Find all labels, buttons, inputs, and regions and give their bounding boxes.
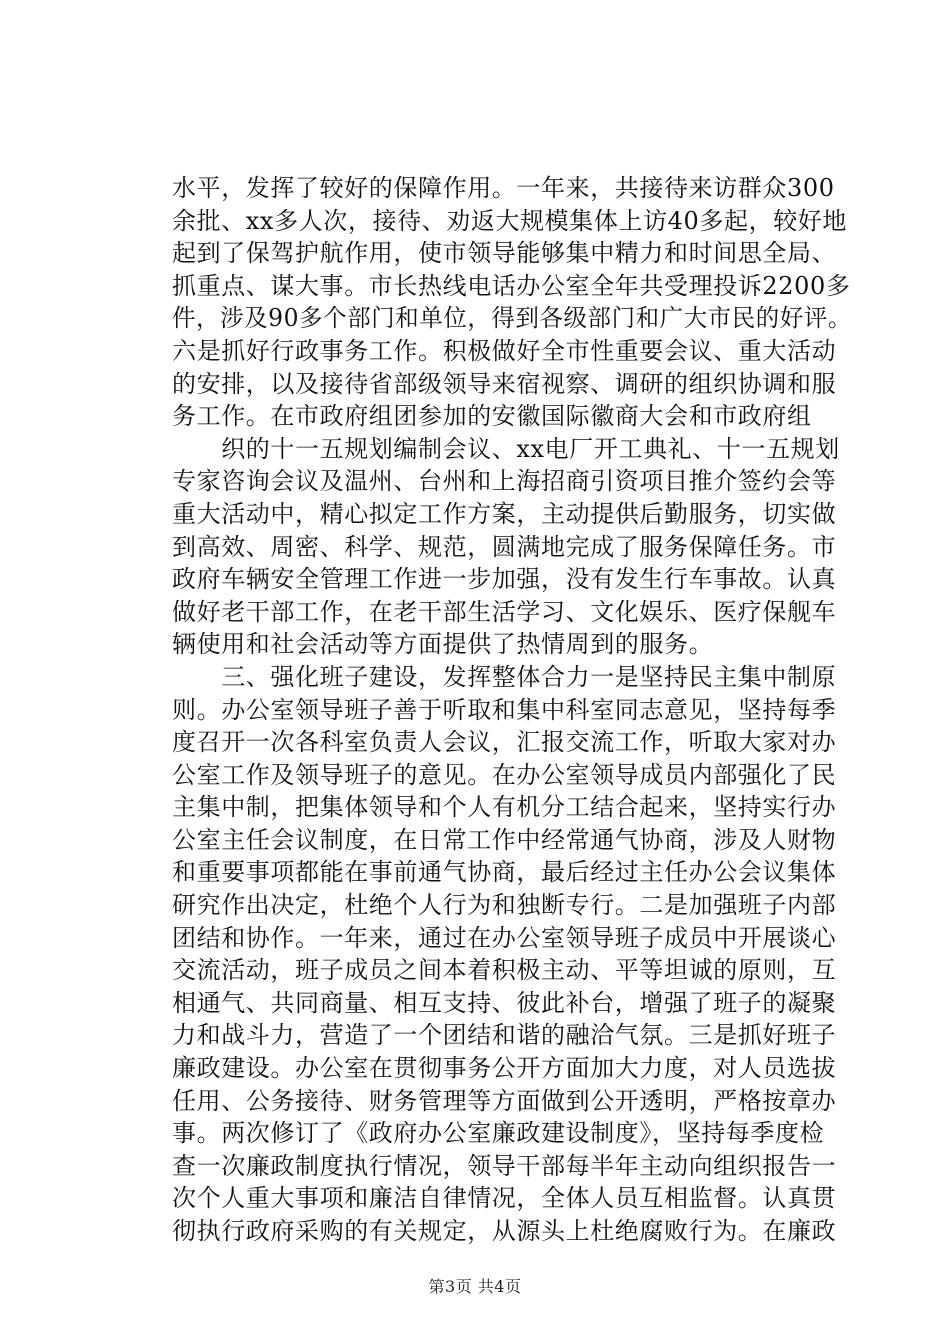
text-line: 辆使用和社会活动等方面提供了热情周到的服务。 bbox=[172, 630, 714, 659]
text-line: 团结和协作。一年来，通过在办公室领导班子成员中开展谈心 bbox=[172, 923, 837, 952]
text-line: 廉政建设。办公室在贯彻事务公开方面加大力度，对人员选拔 bbox=[172, 1054, 837, 1083]
text-line: 交流活动，班子成员之间本着积极主动、平等坦诚的原则，互 bbox=[172, 956, 837, 985]
text-line: 任用、公务接待、财务管理等方面做到公开透明，严格按章办 bbox=[172, 1086, 837, 1115]
text-line: 彻执行政府采购的有关规定，从源头上杜绝腐败行为。在廉政 bbox=[172, 1217, 837, 1245]
text-line: 次个人重大事项和廉洁自律情况，全体人员互相监督。认真贯 bbox=[172, 1184, 837, 1213]
text-line: 做好老干部工作，在老干部生活学习、文化娱乐、医疗保舰车 bbox=[172, 597, 837, 626]
text-line: 政府车辆安全管理工作进一步加强，没有发生行车事故。认真 bbox=[172, 565, 837, 594]
text-line: 公室工作及领导班子的意见。在办公室领导成员内部强化了民 bbox=[172, 760, 837, 789]
text-line: 力和战斗力，营造了一个团结和谐的融洽气氛。三是抓好班子 bbox=[172, 1021, 837, 1050]
text-line: 三、强化班子建设，发挥整体合力一是坚持民主集中制原 bbox=[172, 662, 837, 691]
text-line: 度召开一次各科室负责人会议，汇报交流工作，听取大家对办 bbox=[172, 728, 837, 757]
text-line: 重大活动中，精心拟定工作方案，主动提供后勤服务，切实做 bbox=[172, 499, 837, 528]
text-line: 查一次廉政制度执行情况，领导干部每半年主动向组织报告一 bbox=[172, 1151, 837, 1180]
text-line: 事。两次修订了《政府办公室廉政建设制度》，坚持每季度检 bbox=[172, 1119, 825, 1148]
text-line: 主集中制，把集体领导和个人有机分工结合起来，坚持实行办 bbox=[172, 793, 837, 822]
text-line: 则。办公室领导班子善于听取和集中科室同志意见，坚持每季 bbox=[172, 695, 837, 724]
text-line: 相通气、共同商量、相互支持、彼此补台，增强了班子的凝聚 bbox=[172, 988, 837, 1017]
text-line: 水平，发挥了较好的保障作用。一年来，共接待来访群众300 bbox=[172, 174, 835, 202]
text-line: 起到了保驾护航作用，使市领导能够集中精力和时间思全局、 bbox=[172, 239, 837, 268]
text-line: 到高效、周密、科学、规范，圆满地完成了服务保障任务。市 bbox=[172, 532, 837, 561]
text-line: 研究作出决定，杜绝个人行为和独断专行。二是加强班子内部 bbox=[172, 891, 837, 920]
text-line: 织的十一五规划编制会议、xx电厂开工典礼、十一五规划 bbox=[172, 434, 840, 463]
text-line: 的安排，以及接待省部级领导来宿视察、调研的组织协调和服 bbox=[172, 369, 837, 398]
text-line: 专家咨询会议及温州、台州和上海招商引资项目推介签约会等 bbox=[172, 467, 837, 496]
text-line: 六是抓好行政事务工作。积极做好全市性重要会议、重大活动 bbox=[172, 336, 837, 365]
text-line: 务工作。在市政府组团参加的安徽国际徽商大会和市政府组 bbox=[172, 402, 812, 431]
body-text bbox=[172, 172, 852, 1248]
page-footer: 第3页 共4页 bbox=[428, 1277, 522, 1296]
text-line: 抓重点、谋大事。市长热线电话办公室全年共受理投诉2200多 bbox=[172, 271, 851, 300]
text-line: 和重要事项都能在事前通气协商，最后经过主任办公会议集体 bbox=[172, 858, 837, 887]
text-line: 余批、xx多人次，接待、劝返大规模集体上访40多起，较好地 bbox=[172, 206, 848, 235]
text-line: 公室主任会议制度，在日常工作中经常通气协商，涉及人财物 bbox=[172, 825, 837, 854]
text-line: 件，涉及90多个部门和单位，得到各级部门和广大市民的好评。 bbox=[172, 304, 852, 333]
